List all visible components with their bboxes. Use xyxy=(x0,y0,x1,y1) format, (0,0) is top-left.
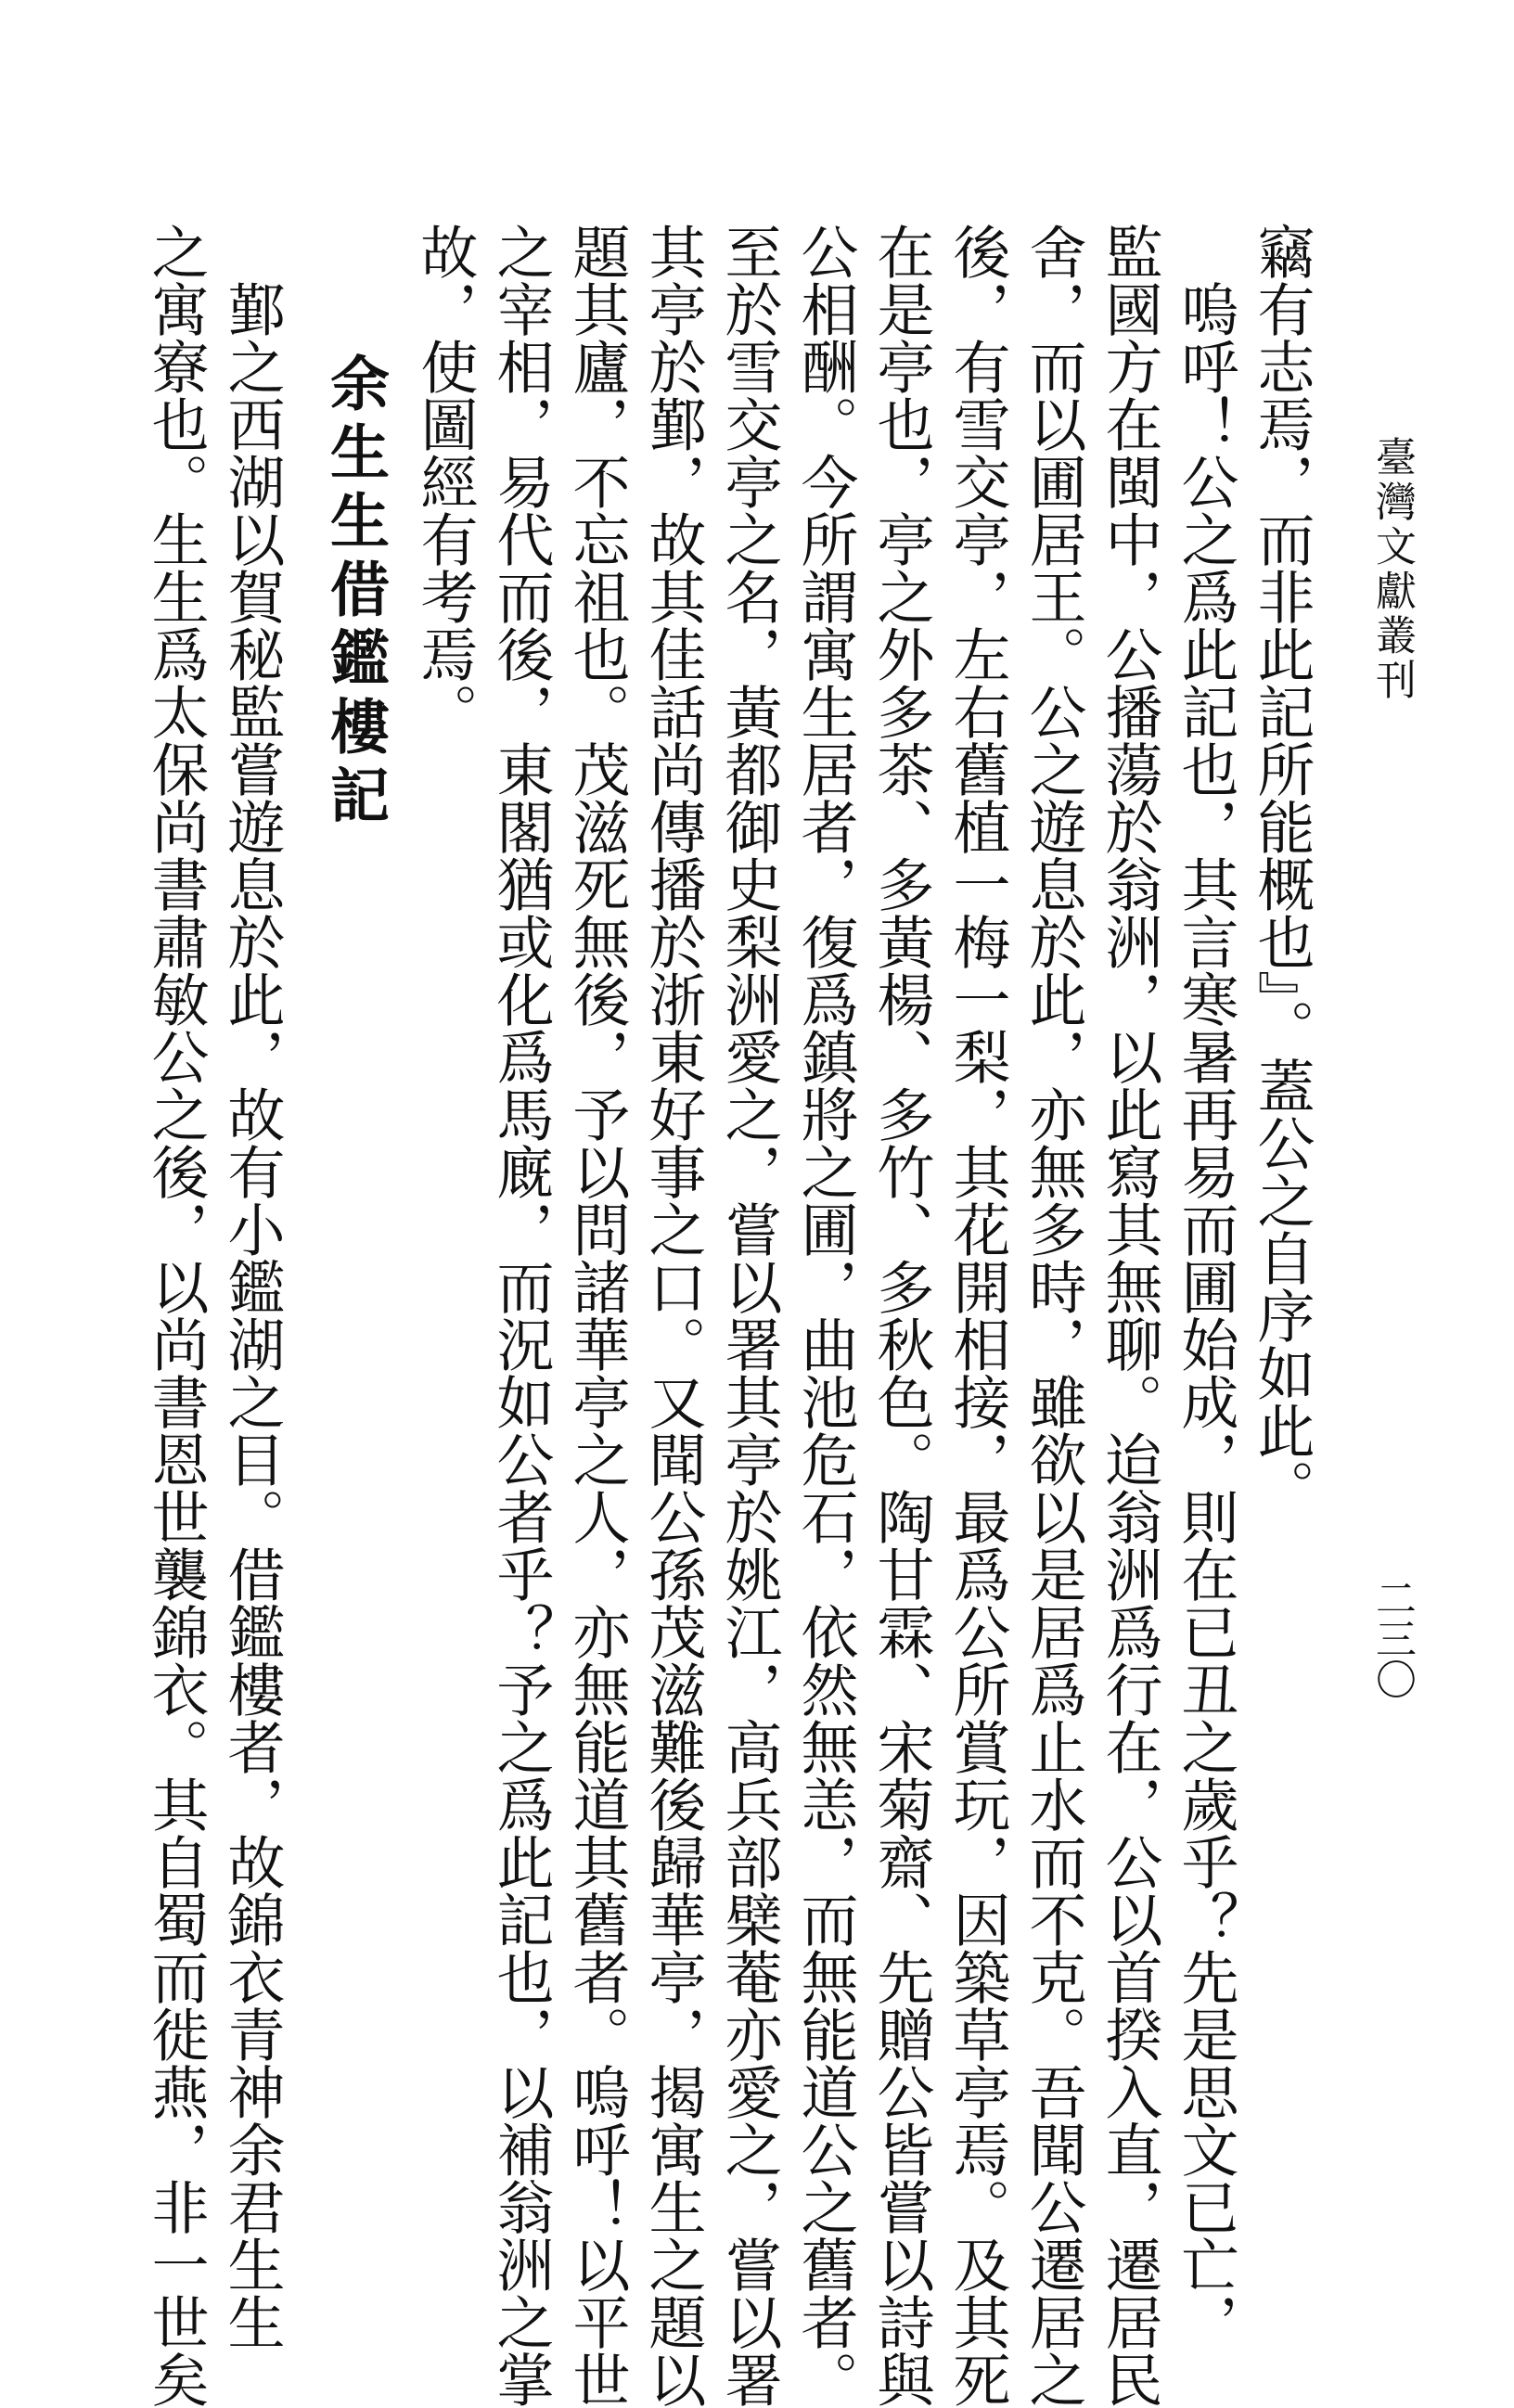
text-column: 題其廬，不忘祖也。茂滋死無後，予以問諸華亭之人，亦無能道其舊者。嗚呼！以平世 xyxy=(563,223,631,2408)
text-column: 監國方在閩中，公播蕩於翁洲，以此寫其無聊。迨翁洲爲行在，公以首揆入直，遷居民 xyxy=(1096,223,1163,2408)
page-number: 二三〇 xyxy=(1368,1577,1416,1699)
text-column: 後，有雪交亭，左右舊植一梅一梨，其花開相接，最爲公所賞玩，因築草亭焉。及其死 xyxy=(943,223,1011,2408)
text-column: 竊有志焉，而非此記所能概也』。蓋公之自序如此。 xyxy=(1248,223,1315,1517)
text-column: 之寓寮也。生生爲太保尚書肅敏公之後，以尚書恩世襲錦衣。其自蜀而徙燕，非一世矣 xyxy=(142,223,210,2408)
text-column: 其亭於鄞，故其佳話尚傳播於浙東好事之口。又聞公孫茂滋難後歸華亭，揭寓生之題以 xyxy=(639,223,707,2408)
text-column: 之宰相，易代而後，東閣猶或化爲馬廐，而況如公者乎？予之爲此記也，以補翁洲之掌 xyxy=(487,223,555,2408)
section-heading: 余生生借鑑樓記 xyxy=(320,352,389,833)
text-column: 舍，而以圃居王。公之遊息於此，亦無多時，雖欲以是居爲止水而不克。吾聞公遷居之 xyxy=(1020,223,1087,2408)
text-column: 嗚呼！公之爲此記也，其言寒暑再易而圃始成，則在已丑之歲乎？先是思文已亡， xyxy=(1172,223,1239,2350)
text-column: 在是亭也，亭之外多茶、多黃楊、多竹、多秋色。陶甘霖、宋菊齋、先贈公皆嘗以詩與 xyxy=(867,223,935,2408)
text-column: 故，使圖經有考焉。 xyxy=(411,223,479,740)
text-column: 公相酬。今所謂寓生居者，復爲鎮將之圃，曲池危石，依然無恙，而無能道公之舊者。 xyxy=(791,223,859,2408)
text-column: 至於雪交亭之名，黃都御史梨洲愛之，嘗以署其亭於姚江，高兵部檗菴亦愛之，嘗以署 xyxy=(715,223,783,2408)
text-column: 鄞之西湖以賀秘監嘗遊息於此，故有小鑑湖之目。借鑑樓者，故錦衣青神余君生生 xyxy=(218,223,286,2350)
running-header: 臺灣文獻叢刊 xyxy=(1368,436,1416,703)
